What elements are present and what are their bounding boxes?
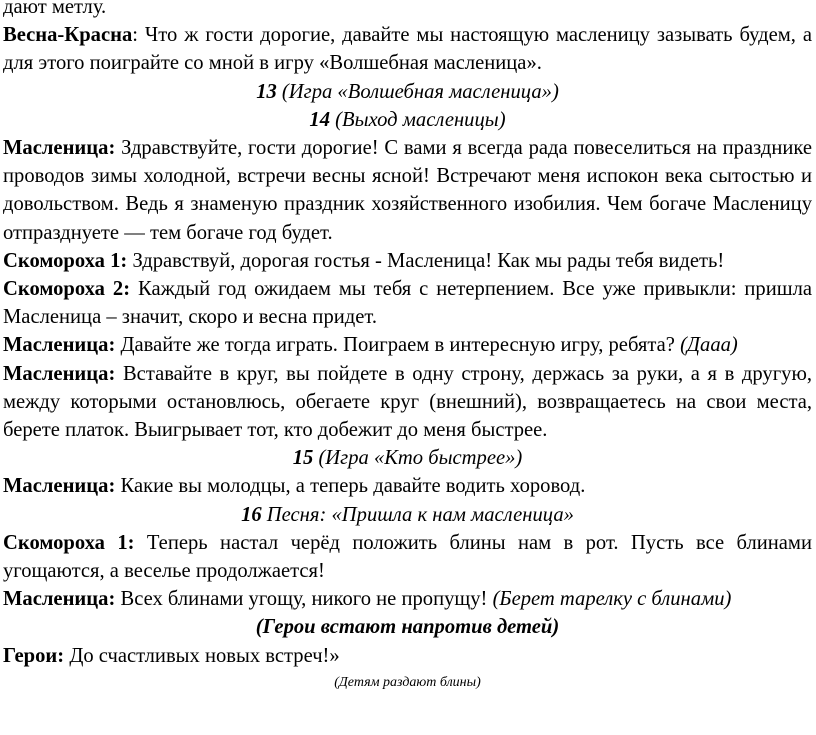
speech-paragraph bbox=[3, 331, 812, 359]
paragraph-text: дают метлу. bbox=[3, 0, 107, 18]
speech-text: Каждый год ожидаем мы тебя с нетерпением. Все уже привыкли: пришла Масленица – значит, скоро и весна придет. bbox=[3, 278, 812, 329]
speech-paragraph bbox=[3, 360, 812, 445]
stage-direction-text: Песня: «Пришла к нам масленица» bbox=[261, 503, 574, 526]
speech-text: До счастливых новых встреч!» bbox=[69, 644, 340, 667]
speech-paragraph bbox=[3, 21, 812, 77]
speaker-name: Масленица: bbox=[3, 362, 116, 385]
stage-direction bbox=[3, 613, 812, 641]
stage-direction-text: (Игра «Кто быстрее») bbox=[313, 447, 523, 470]
speech-text: Вставайте в круг, вы пойдете в одну строну, держась за руки, а я в другую, между которыми остановлюсь, обегаете круг (внешний), возвращаетесь на свои места, берете платок. Выигрывает тот, кто добежит до меня быстрее. bbox=[3, 362, 812, 442]
speech-paragraph bbox=[3, 529, 812, 585]
speech-text: Всех блинами угощу, никого не пропущу! bbox=[120, 588, 493, 611]
speech-paragraph bbox=[3, 275, 812, 331]
stage-direction-text: (Игра «Волшебная масленица») bbox=[276, 80, 559, 103]
speaker-separator bbox=[135, 532, 147, 554]
speech-text: Здравствуй, дорогая гостья - Масленица! Как мы рады тебя видеть! bbox=[132, 249, 725, 272]
speech-paragraph bbox=[3, 585, 812, 613]
cue-number: 15 bbox=[292, 447, 314, 470]
stage-direction bbox=[3, 501, 812, 529]
speaker-name: Масленица: bbox=[3, 334, 116, 357]
speech-paragraph bbox=[3, 642, 812, 670]
speech-text: Что ж гости дорогие, давайте мы настоящую масленицу зазывать будем, а для этого поиграйте со мной в игру «Волшебная масленица». bbox=[3, 24, 812, 75]
speaker-name: Масленица: bbox=[3, 137, 116, 160]
remark: (Дааа) bbox=[680, 334, 738, 357]
paragraph bbox=[3, 0, 812, 21]
speaker-name: Скомороха 1: bbox=[3, 531, 135, 554]
stage-direction bbox=[3, 670, 812, 696]
speaker-name: Весна-Красна bbox=[3, 24, 133, 47]
speech-paragraph bbox=[3, 472, 812, 500]
speaker-separator bbox=[130, 278, 138, 300]
speaker-separator: : bbox=[132, 24, 145, 47]
speaker-name: Масленица: bbox=[3, 475, 116, 498]
cue-number: 14 bbox=[309, 108, 330, 131]
remark: (Берет тарелку с блинами) bbox=[492, 588, 732, 611]
cue-number: 13 bbox=[256, 80, 277, 103]
speech-text: Какие вы молодцы, а теперь давайте водить хоровод. bbox=[120, 475, 586, 498]
speaker-name: Масленица: bbox=[3, 588, 116, 611]
speech-text: Давайте же тогда играть. Поиграем в интересную игру, ребята? bbox=[120, 334, 681, 357]
cue-number: 16 bbox=[241, 503, 262, 526]
stage-direction-text: (Детям раздают блины) bbox=[334, 674, 481, 690]
speaker-separator bbox=[115, 363, 123, 385]
stage-direction bbox=[3, 106, 812, 134]
stage-direction-text: (Выход масленицы) bbox=[330, 108, 506, 131]
stage-direction bbox=[3, 444, 812, 472]
stage-direction bbox=[3, 78, 812, 106]
stage-direction-text: (Герои встают напротив детей) bbox=[255, 616, 560, 639]
speaker-name: Герои: bbox=[3, 644, 65, 667]
speaker-name: Скомороха 1: bbox=[3, 249, 128, 272]
speech-text: Здравствуйте, гости дорогие! С вами я всегда рада повеселиться на празднике проводов зимы холодной, встречи весны ясной! Встречают меня испокон века сытостью и довольством. Ведь я знаменую праздник хозяйственного изобилия. Чем богаче Масленицу отпразднуете — тем богаче год будет. bbox=[3, 137, 812, 244]
speech-paragraph bbox=[3, 134, 812, 247]
speaker-name: Скомороха 2: bbox=[3, 278, 131, 301]
speech-text: Теперь настал черёд положить блины нам в рот. Пусть все блинами угощаются, а веселье продолжается! bbox=[3, 531, 812, 583]
speech-paragraph bbox=[3, 247, 812, 275]
